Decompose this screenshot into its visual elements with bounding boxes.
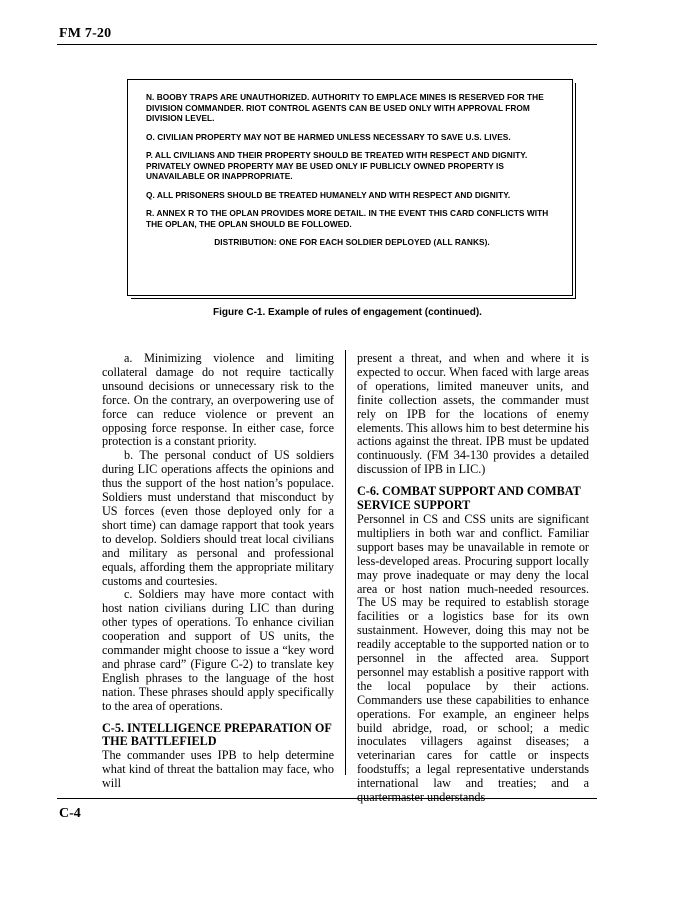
- figure-distribution: DISTRIBUTION: ONE FOR EACH SOLDIER DEPLOYED (ALL RANKS).: [214, 237, 490, 247]
- figure-item-n: N. BOOBY TRAPS ARE UNAUTHORIZED. AUTHORITY TO EMPLACE MINES IS RESERVED FOR THE DIVISION COMMANDER. RIOT CONTROL AGENTS CAN BE USED ONLY WITH APPROVAL FROM DIVISION LEVEL.: [146, 92, 544, 123]
- para-c: c. Soldiers may have more contact with host nation civilians during LIC than during other types of operations. To enhance civilian cooperation and support of US units, the commander might choose to issue a “key word and phrase card” (Figure C-2) to translate key English phrases to the language of the host nation. These phrases should apply specifically to the area of operations.: [102, 587, 334, 713]
- figure-caption: Figure C-1. Example of rules of engagement (continued).: [213, 307, 482, 318]
- para-continued: present a threat, and when and where it is expected to occur. When faced with large areas of operations, limited maneuver units, and finite collection assets, the commander must rely on IPB for the locations of enemy elements. This allows him to best determine his actions against the threat. IPB must be updated continuously. (FM 34-130 provides a detailed discussion of IPB in LIC.): [357, 351, 589, 477]
- section-heading-c5: C-5. INTELLIGENCE PREPARATION OF THE BATTLEFIELD: [102, 720, 332, 749]
- column-divider: [345, 350, 346, 775]
- para-c5: The commander uses IPB to help determine what kind of threat the battalion may face, who will: [102, 748, 334, 791]
- section-heading-c6: C-6. COMBAT SUPPORT AND COMBAT SERVICE SUPPORT: [357, 484, 581, 513]
- figure-content: [146, 92, 558, 256]
- figure-item-q: Q. ALL PRISONERS SHOULD BE TREATED HUMANELY AND WITH RESPECT AND DIGNITY.: [146, 189, 511, 200]
- running-header: FM 7-20: [59, 26, 112, 41]
- page-number: C-4: [59, 806, 81, 821]
- para-b: b. The personal conduct of US soldiers during LIC operations affects the opinions and thus the support of the host nation’s populace. Soldiers must understand that misconduct by US forces (even those deployed only for a short time) can damage rapport that took years to develop. Soldiers should treat local civilians and military as personal and professional equals, affording them the appropriate military customs and courtesies.: [102, 448, 334, 588]
- figure-item-p: P. ALL CIVILIANS AND THEIR PROPERTY SHOULD BE TREATED WITH RESPECT AND DIGNITY. PRIVATELY OWNED PROPERTY MAY BE USED ONLY IF PUBLICLY OWNED PROPERTY IS UNAVAILABLE OR INAPPROPRIATE.: [146, 150, 528, 181]
- footer-rule: [57, 798, 597, 799]
- left-column: [102, 352, 334, 791]
- header-rule: [57, 44, 597, 45]
- right-column: [357, 352, 589, 805]
- figure-item-o: O. CIVILIAN PROPERTY MAY NOT BE HARMED UNLESS NECESSARY TO SAVE U.S. LIVES.: [146, 131, 511, 142]
- figure-item-r: R. ANNEX R TO THE OPLAN PROVIDES MORE DETAIL. IN THE EVENT THIS CARD CONFLICTS WITH THE OPLAN, THE OPLAN SHOULD BE FOLLOWED.: [146, 208, 549, 229]
- para-c6: Personnel in CS and CSS units are significant multipliers in both war and conflict. Familiar support bases may be unavailable in remote or less-developed areas. Procuring support locally may prove inadequate or may deny the local area or host nation much-needed resources. The US may be required to establish storage facilities or a logistics base for its own sustainment. However, doing this may not be readily acceptable to the supported nation or to personnel in the affected area. Support personnel may establish a positive rapport with the local populace by their actions. Commanders use these capabilities to enhance operations. For example, an engineer helps build abridge, road, or school; a medic inoculates villagers against diseases; a veterinarian cares for cattle or inspects foodstuffs; a legal representative understands international law and treaties; and a quartermaster understands: [357, 511, 589, 805]
- para-a: a. Minimizing violence and limiting collateral damage do not require tactically unsound decisions or unnecessary risk to the force. On the contrary, an overpowering use of force can reduce violence or prevent an opposing force response. In either case, force protection is a constant priority.: [102, 351, 334, 449]
